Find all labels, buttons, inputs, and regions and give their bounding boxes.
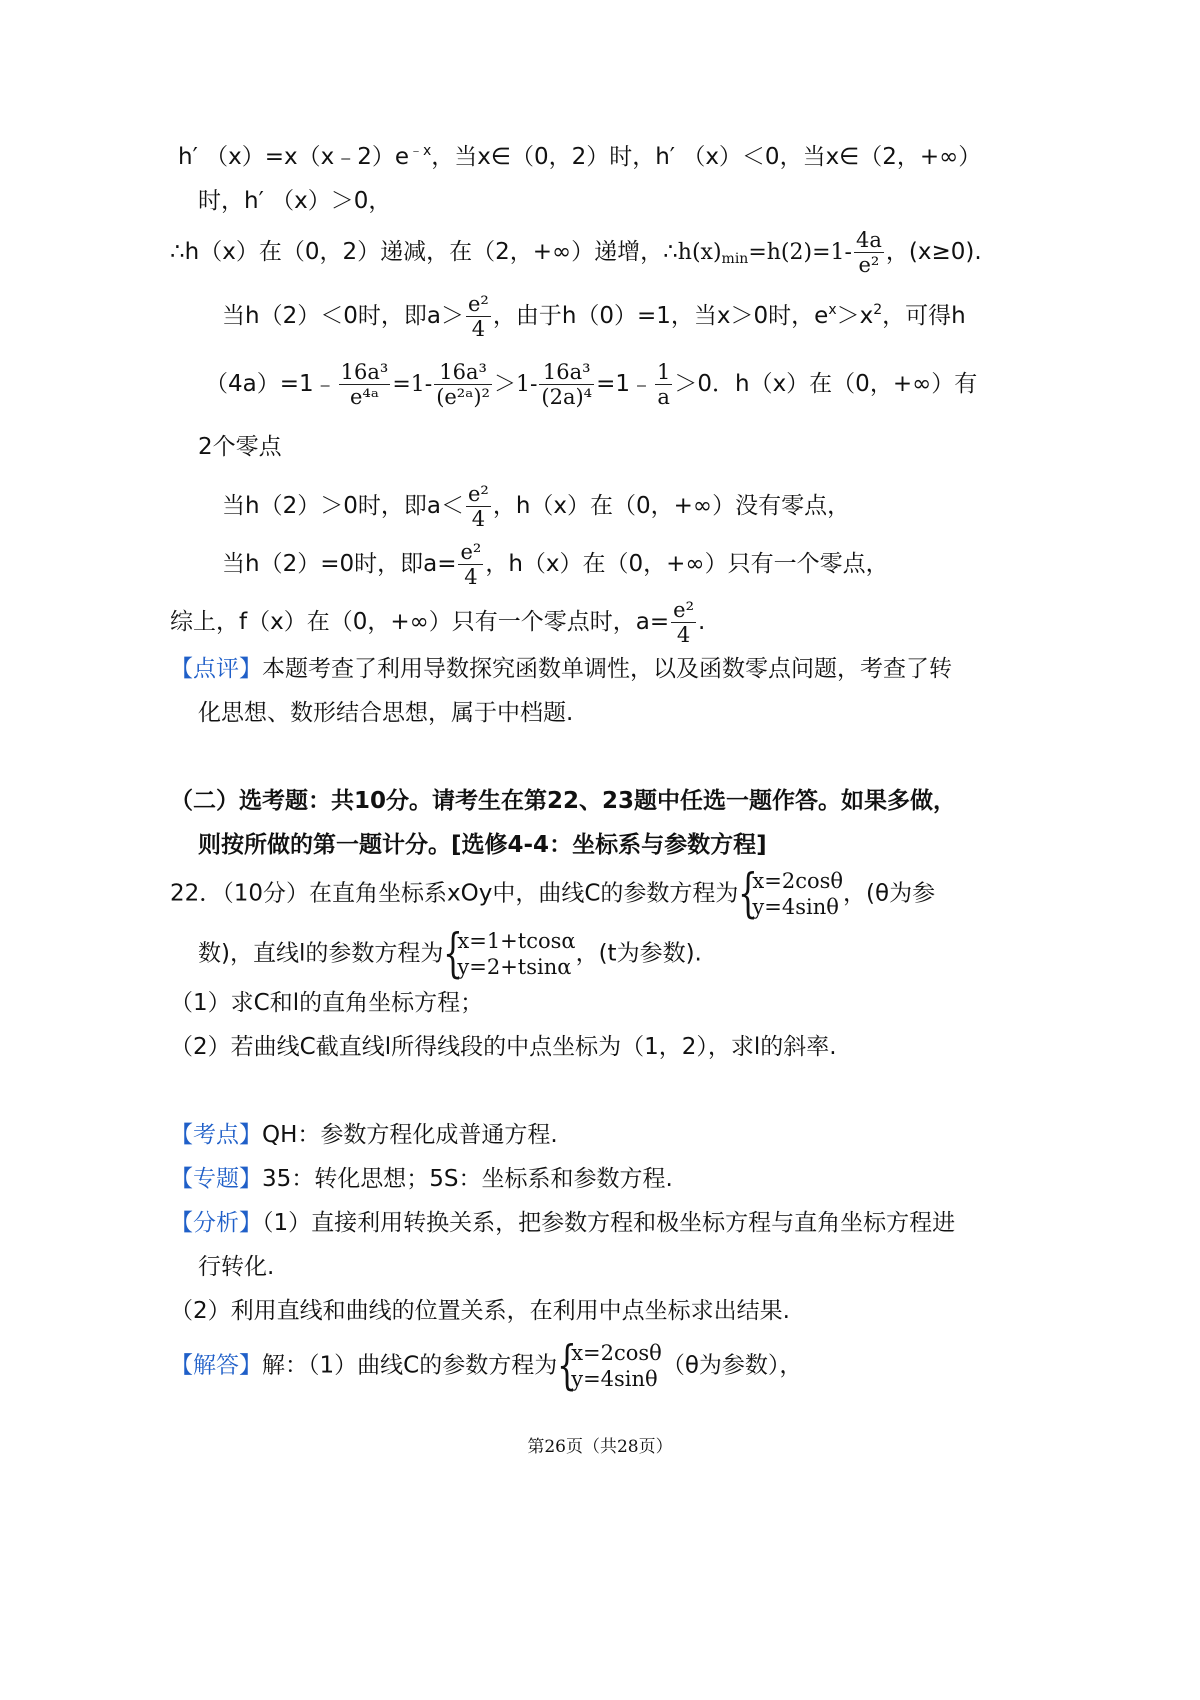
comment-line-2: 化思想、数形结合思想，属于中档题. (198, 700, 574, 726)
line-case-negative: 当h（2）＜0时，即a＞ $\frac{\text{e²}}{4}$ ，由于h（0）=1，当x＞0时，$e^x>x^2$，可得h (222, 292, 966, 341)
zhuanti-tag: 【专题】 (170, 1166, 262, 1192)
kaodian-line: 【考点】QH：参数方程化成普通方程. (170, 1122, 558, 1148)
fraction: $\frac{\text{16a³}}{\text{(e²ᵃ)²}}$ (436, 360, 490, 409)
line-case-zero: 当h（2）=0时，即a= $\frac{\text{e²}}{4}$ ，h（x）在（0，+∞）只有一个零点， (222, 540, 889, 589)
question-22-line-2: 数)，直线l的参数方程为 { x=1+tcosα y=2+tsinα ，(t为参数). (198, 924, 702, 984)
line-monotonic: ∴h（x）在（0，2）递减，在（2，+∞）递增，$\therefore h(x)_{min}=h(2)=1-$ $\frac{4a}{\text{e²}}$ ，(x≥0). (170, 228, 982, 277)
equation-system-c: { x=2cosθ y=4sinθ (557, 1336, 662, 1396)
equation-system-l: { x=1+tcosα y=2+tsinα (443, 924, 576, 984)
equation-system-c: { x=2cosθ y=4sinθ (738, 864, 844, 924)
fraction: $\frac{\text{16a³}}{\text{(2a)⁴}}$ (541, 360, 593, 409)
left-brace-icon: { (443, 924, 464, 984)
section-heading-1: （二）选考题：共10分。请考生在第22、23题中任选一题作答。如果多做， (170, 788, 957, 814)
fraction: $\frac{\text{16a³}}{\text{e⁴ᵃ}}$ (340, 360, 389, 409)
zhuanti-line: 【专题】35：转化思想；5S：坐标系和参数方程. (170, 1166, 673, 1192)
fraction: $\frac{1}{a}$ (656, 360, 671, 409)
question-22-line-1: 22．（10分）在直角坐标系xOy中，曲线C的参数方程为 { x=2cosθ y=4sinθ ，(θ为参 (170, 864, 936, 924)
line-two-zeros: 2个零点 (198, 434, 282, 460)
line-inequality-chain: （4a）=1﹣ $\frac{\text{16a³}}{\text{e⁴ᵃ}}$ =1- $\frac{\text{16a³}}{\text{(e²ᵃ)²}}$ ＞1- $\frac{\text{16a³}}{\text{(2a)⁴}}$ =1﹣ $\frac{1}{a}$ ＞0．h（x）在（0，+∞）有 (205, 360, 978, 409)
fraction: $\frac{\text{e²}}{4}$ (467, 482, 489, 531)
fraction: $\frac{\text{e²}}{4}$ (460, 540, 482, 589)
line-derivative-cont: 时，h′ （x）＞0， (198, 188, 392, 214)
comment-line-1: 【点评】本题考查了利用导数探究函数单调性，以及函数零点问题，考查了转 (170, 656, 952, 682)
line-conclusion: 综上，f（x）在（0，+∞）只有一个零点时，a= $\frac{\text{e²}}{4}$ . (170, 598, 706, 647)
left-brace-icon: { (557, 1336, 578, 1396)
line-derivative: h′ $(x)=x(x﹣2)e^{﹣x}$，当x∈（0，2）时，h′ （x）＜0，当x∈（2，+∞） (178, 143, 982, 170)
comment-tag: 【点评】 (170, 656, 262, 682)
fraction: $\frac{\text{e²}}{4}$ (467, 292, 489, 341)
fenxi-line-3: （2）利用直线和曲线的位置关系，在利用中点坐标求出结果. (170, 1298, 790, 1324)
page-footer: 第26页（共28页） (527, 1437, 673, 1457)
fraction: $\frac{\text{e²}}{4}$ (673, 598, 694, 647)
left-brace-icon: { (738, 864, 759, 924)
kaodian-tag: 【考点】 (170, 1122, 262, 1148)
fraction: $\frac{4a}{\text{e²}}$ (855, 228, 882, 277)
jieda-line: 【解答】解：（1）曲线C的参数方程为 { x=2cosθ y=4sinθ （θ为参数）， (170, 1336, 803, 1396)
question-22-part-2: （2）若曲线C截直线l所得线段的中点坐标为（1，2），求l的斜率. (170, 1034, 837, 1060)
fenxi-line-2: 行转化. (198, 1254, 275, 1280)
section-heading-2: 则按所做的第一题计分。[选修4-4：坐标系与参数方程] (198, 832, 767, 858)
fenxi-tag: 【分析】 (170, 1210, 262, 1236)
question-22-part-1: （1）求C和l的直角坐标方程； (170, 990, 484, 1016)
jieda-tag: 【解答】 (170, 1352, 262, 1379)
line-case-positive: 当h（2）＞0时，即a＜ $\frac{\text{e²}}{4}$ ，h（x）在（0，+∞）没有零点， (222, 482, 851, 531)
fenxi-line-1: 【分析】（1）直接利用转换关系，把参数方程和极坐标方程与直角坐标方程进 (170, 1210, 956, 1236)
